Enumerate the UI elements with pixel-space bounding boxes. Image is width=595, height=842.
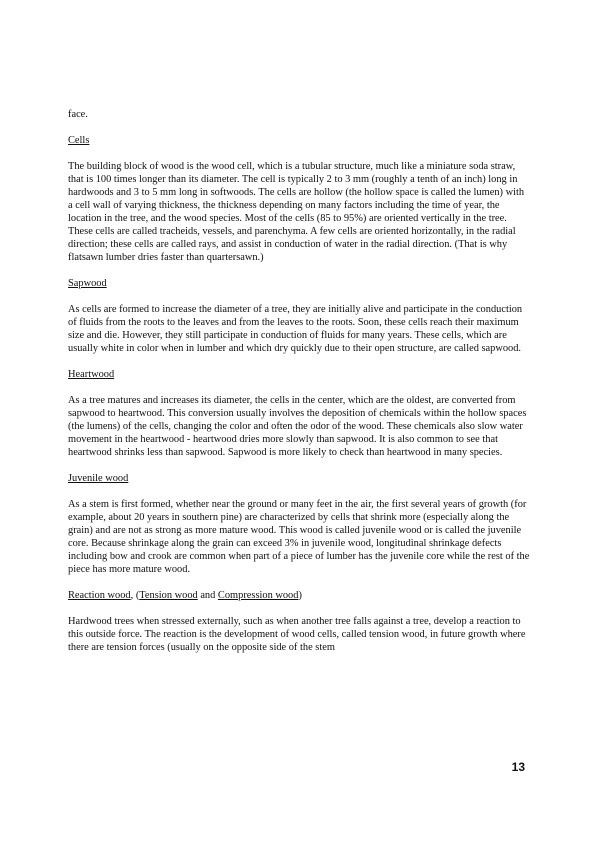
heading-part-separator: , ( xyxy=(130,590,140,601)
heading-part-close: ) xyxy=(298,590,302,601)
paragraph-heartwood: As a tree matures and increases its diameter, the cells in the center, which are the oldest, are converted from sapwood to heartwood. This conversion usually involves the deposition of chemicals within the hollow spaces (the lumens) of the cells, changing the color and often the odor of the wood. These chemicals also slow water movement in the heartwood - heartwood dries more slowly than sapwood. It is also common to see that heartwood shrinks less than sapwood. Sapwood is more likely to check than heartwood in many species. xyxy=(68,395,527,458)
heading-part-and: and xyxy=(197,590,218,601)
heading-part-compression-wood: Compression wood xyxy=(217,590,299,601)
paragraph-reaction-wood: Hardwood trees when stressed externally, such as when another tree falls against a tree, develop a reaction to this outside force. The reaction is the development of wood cells, called tension wood, in future growth where there are tension forces (usually on the opposite side of the stem xyxy=(68,616,526,653)
section-heading-juvenile-wood xyxy=(68,472,530,485)
heading-part-reaction-wood: Reaction wood xyxy=(68,590,131,601)
heading-text: Juvenile wood xyxy=(68,473,129,484)
heading-part-tension-wood: Tension wood xyxy=(139,590,198,601)
paragraph-cells: The building block of wood is the wood cell, which is a tubular structure, much like a miniature soda straw, that is 100 times longer than its diameter. The cell is typically 2 to 3 mm (roughly a tenth of an inch) long in hardwoods and 3 to 5 mm long in softwoods. The cells are hollow (the hollow space is called the lumen) with a cell wall of varying thickness, the thickness depending on many factors including the time of year, the location in the tree, and the wood species. Most of the cells (85 to 95%) are oriented vertically in the tree. These cells are called tracheids, vessels, and parenchyma. A few cells are oriented horizontally, in the radial direction; these cells are called rays, and assist in conduction of water in the radial direction. (That is why flatsawn lumber dries faster than quartersawn.) xyxy=(68,161,525,263)
section-heading-sapwood xyxy=(68,277,530,290)
page-number: 13 xyxy=(511,760,525,774)
heading-text: Heartwood xyxy=(68,369,115,380)
heading-text: Sapwood xyxy=(68,278,107,289)
section-heading-reaction-wood xyxy=(68,589,530,602)
paragraph-juvenile-wood: As a stem is first formed, whether near the ground or many feet in the air, the first several years of growth (for example, about 20 years in southern pine) are characterized by cells that shrink more (especially along the grain) and are not as strong as more mature wood. This wood is called juvenile wood or is called the juvenile core. Because shrinkage along the grain can exceed 3% in juvenile wood, longitudinal shrinkage defects including bow and crook are common when part of a piece of lumber has the juvenile core while the rest of the piece has more mature wood. xyxy=(68,499,530,575)
page-body xyxy=(68,108,530,667)
heading-text: Cells xyxy=(68,135,90,146)
section-heading-heartwood xyxy=(68,368,530,381)
paragraph-sapwood: As cells are formed to increase the diameter of a tree, they are initially alive and participate in the conduction of fluids from the roots to the leaves and from the leaves to the roots. Soon, these cells reach their maximum size and die. However, they still participate in conduction of fluids for many years. These cells, which are usually white in color when in lumber and which dry quickly due to their open structure, are called sapwood. xyxy=(68,304,523,354)
section-heading-cells xyxy=(68,134,530,147)
paragraph-continuation: face. xyxy=(68,109,88,120)
